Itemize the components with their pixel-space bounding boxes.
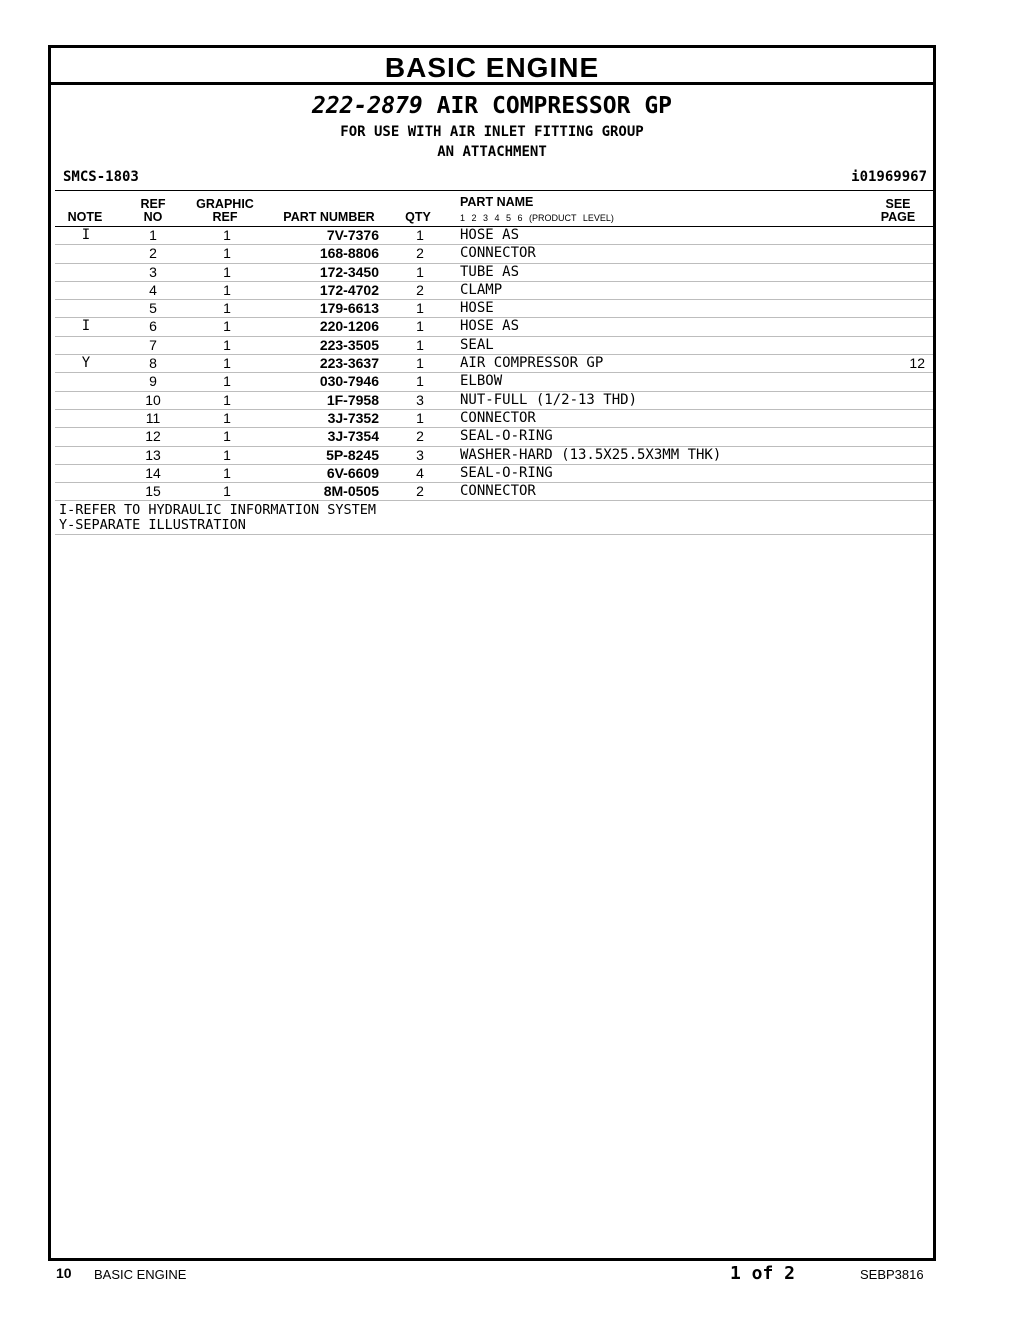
qty-cell: 1: [416, 336, 424, 353]
col-note: NOTE: [67, 210, 103, 224]
part-number-cell: 172-3450: [319, 263, 379, 280]
note-line: I-REFER TO HYDRAULIC INFORMATION SYSTEM: [59, 502, 376, 519]
table-row: [55, 245, 933, 263]
part-number-cell: 3J-7352: [327, 409, 379, 426]
illustration-id: i01969967: [851, 169, 927, 185]
ref-no-cell: 11: [145, 409, 161, 426]
notes-block: [55, 501, 933, 535]
header-rule-top: [55, 190, 933, 191]
group-name: AIR COMPRESSOR GP: [436, 93, 673, 119]
group-subtitle-2: AN ATTACHMENT: [437, 144, 547, 160]
col-part-number: PART NUMBER: [283, 210, 375, 224]
table-row: [55, 300, 933, 318]
ref-no-cell: 2: [149, 245, 157, 262]
graphic-ref-cell: 1: [223, 373, 231, 390]
part-name-cell: CLAMP: [460, 281, 503, 298]
table-row: [55, 465, 933, 483]
part-name-cell: ELBOW: [460, 373, 503, 390]
graphic-ref-cell: 1: [223, 245, 231, 262]
parts-table: [55, 227, 933, 535]
qty-cell: 1: [416, 318, 424, 335]
qty-cell: 1: [416, 263, 424, 280]
footer-section: BASIC ENGINE: [94, 1267, 187, 1282]
smcs-code: SMCS-1803: [63, 169, 139, 185]
ref-no-cell: 13: [145, 446, 161, 463]
part-number-cell: 168-8806: [319, 245, 379, 262]
part-number-cell: 8M-0505: [323, 483, 379, 500]
part-name-cell: AIR COMPRESSOR GP: [460, 355, 604, 372]
part-name-cell: WASHER-HARD (13.5X25.5X3MM THK): [460, 446, 722, 463]
part-name-cell: TUBE AS: [460, 263, 520, 280]
ref-no-cell: 4: [149, 281, 157, 298]
part-number-cell: 3J-7354: [327, 428, 379, 445]
graphic-ref-cell: 1: [223, 227, 231, 243]
product-levels: 1 2 3 4 5 6 (PRODUCT LEVEL): [460, 213, 614, 223]
qty-cell: 2: [416, 281, 424, 298]
part-number-cell: 6V-6609: [326, 464, 379, 481]
graphic-ref-cell: 1: [223, 409, 231, 426]
see-page-cell: 12: [909, 355, 925, 372]
table-row: [55, 355, 933, 373]
part-number-cell: 223-3505: [319, 336, 379, 353]
ref-no-cell: 15: [145, 483, 161, 500]
table-row: [55, 227, 933, 245]
ref-no-cell: 9: [149, 373, 157, 390]
note-cell: I: [81, 318, 91, 335]
ref-no-cell: 14: [145, 464, 161, 481]
table-row: [55, 392, 933, 410]
group-number: 222-2879: [311, 93, 423, 119]
note-line: Y-SEPARATE ILLUSTRATION: [59, 517, 246, 534]
qty-cell: 2: [416, 428, 424, 445]
note-cell: I: [81, 227, 91, 243]
part-number-cell: 179-6613: [319, 300, 379, 317]
ref-no-cell: 3: [149, 263, 157, 280]
table-row: [55, 282, 933, 300]
qty-cell: 3: [416, 391, 424, 408]
graphic-ref-cell: 1: [223, 318, 231, 335]
qty-cell: 4: [416, 464, 424, 481]
ref-no-cell: 12: [145, 428, 161, 445]
graphic-ref-cell: 1: [223, 281, 231, 298]
table-row: [55, 318, 933, 336]
col-ref-no: REF NO: [140, 197, 166, 224]
part-name-cell: CONNECTOR: [460, 245, 536, 262]
footer-page-number: 10: [56, 1265, 72, 1281]
footer-sheet: 1 of 2: [730, 1263, 796, 1284]
graphic-ref-cell: 1: [223, 464, 231, 481]
part-name-cell: CONNECTOR: [460, 409, 536, 426]
col-graphic-ref: GRAPHIC REF: [196, 197, 254, 224]
table-row: [55, 373, 933, 391]
graphic-ref-cell: 1: [223, 446, 231, 463]
part-name-cell: SEAL-O-RING: [460, 464, 553, 481]
col-see-page: SEE PAGE: [880, 197, 916, 224]
part-number-cell: 030-7946: [319, 373, 379, 390]
ref-no-cell: 7: [149, 336, 157, 353]
table-row: [55, 483, 933, 501]
ref-no-cell: 5: [149, 300, 157, 317]
ref-no-cell: 6: [149, 318, 157, 335]
graphic-ref-cell: 1: [223, 263, 231, 280]
table-row: [55, 447, 933, 465]
col-qty: QTY: [405, 210, 431, 224]
ref-no-cell: 1: [149, 227, 157, 243]
graphic-ref-cell: 1: [223, 391, 231, 408]
qty-cell: 1: [416, 409, 424, 426]
ref-no-cell: 8: [149, 355, 157, 372]
page-frame: [48, 45, 936, 1261]
part-name-cell: HOSE: [460, 300, 494, 317]
table-row: [55, 428, 933, 446]
qty-cell: 1: [416, 373, 424, 390]
group-title: [51, 93, 933, 119]
part-name-cell: NUT-FULL (1/2-13 THD): [460, 391, 638, 408]
part-number-cell: 220-1206: [319, 318, 379, 335]
part-name-cell: HOSE AS: [460, 227, 520, 243]
graphic-ref-cell: 1: [223, 483, 231, 500]
part-number-cell: 172-4702: [319, 281, 379, 298]
table-row: [55, 410, 933, 428]
qty-cell: 1: [416, 355, 424, 372]
part-name-cell: SEAL-O-RING: [460, 428, 553, 445]
qty-cell: 3: [416, 446, 424, 463]
graphic-ref-cell: 1: [223, 428, 231, 445]
qty-cell: 1: [416, 227, 424, 243]
qty-cell: 2: [416, 245, 424, 262]
graphic-ref-cell: 1: [223, 300, 231, 317]
col-part-name: PART NAME: [460, 195, 534, 209]
part-number-cell: 7V-7376: [326, 227, 379, 243]
part-name-cell: HOSE AS: [460, 318, 520, 335]
section-title: BASIC ENGINE: [51, 48, 933, 85]
group-subtitle-1: FOR USE WITH AIR INLET FITTING GROUP: [340, 124, 644, 140]
footer-doc-id: SEBP3816: [860, 1267, 924, 1282]
qty-cell: 2: [416, 483, 424, 500]
ref-no-cell: 10: [145, 391, 161, 408]
graphic-ref-cell: 1: [223, 355, 231, 372]
table-row: [55, 264, 933, 282]
part-number-cell: 223-3637: [319, 355, 379, 372]
part-number-cell: 5P-8245: [326, 446, 379, 463]
part-number-cell: 1F-7958: [326, 391, 379, 408]
qty-cell: 1: [416, 300, 424, 317]
part-name-cell: CONNECTOR: [460, 483, 536, 500]
part-name-cell: SEAL: [460, 336, 494, 353]
table-row: [55, 337, 933, 355]
graphic-ref-cell: 1: [223, 336, 231, 353]
note-cell: Y: [81, 355, 91, 372]
